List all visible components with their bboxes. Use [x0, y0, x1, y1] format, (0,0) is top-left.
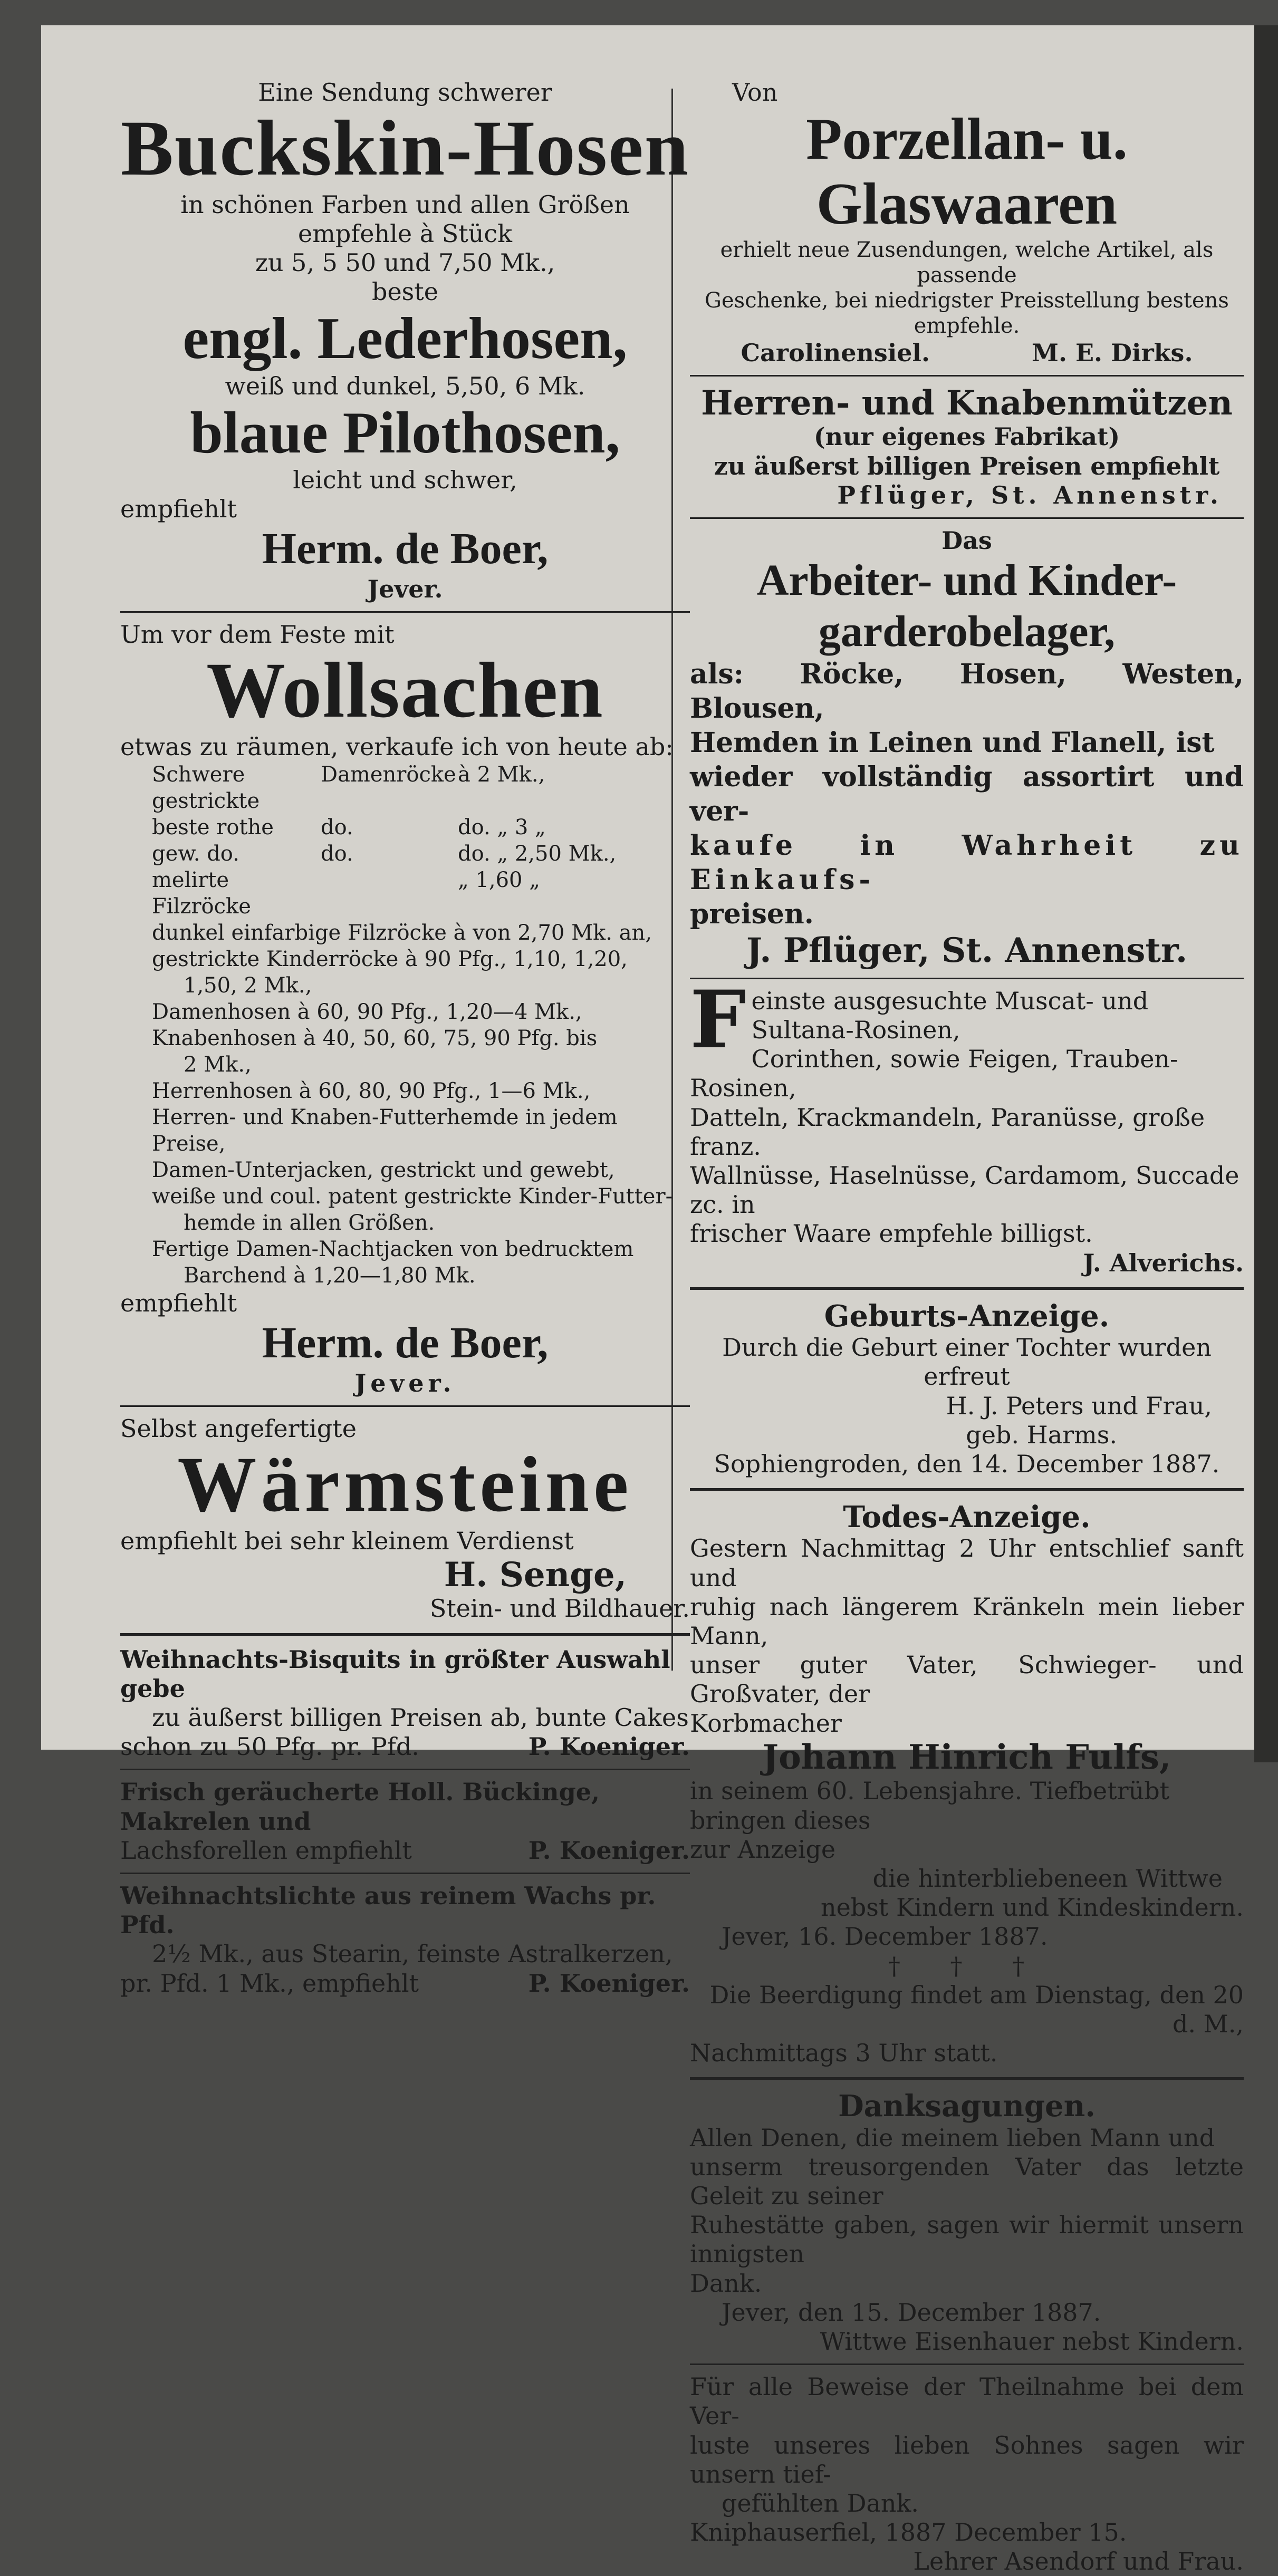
ad-signature: P. Koeniger.: [528, 1969, 690, 1998]
binding-shadow: [1254, 25, 1278, 1762]
ad-headline: Wollsachen: [206, 647, 604, 735]
ad-weihnachtslichte: Weihnachtslichte aus reinem Wachs pr. Pfd. 2½ Mk., aus Stearin, feinste Astralkerzen, pr. Pfd. 1 Mk., empfiehlt P. Koeniger.: [120, 1881, 690, 1998]
divider: [690, 1287, 1244, 1290]
ad-merchant: H. Senge,: [444, 1555, 627, 1595]
divider: [120, 1633, 690, 1636]
ad-signature: M. E. Dirks.: [1032, 338, 1193, 367]
ad-headline: Porzellan- u. Glaswaaren: [806, 107, 1128, 237]
notice-dateline: Sophiengroden, den 14. December 1887.: [714, 1449, 1220, 1478]
ad-signature: P. Koeniger.: [528, 1732, 690, 1761]
ad-headline: garderobelager,: [818, 606, 1116, 656]
ad-signature: J. Pflüger, St. Annenstr.: [746, 931, 1188, 971]
ad-intro: Um vor dem Feste mit: [120, 620, 395, 649]
ad-bueckinge: Frisch geräucherte Holl. Bückinge, Makrelen und Lachsforellen empfiehlt P. Koeniger.: [120, 1778, 690, 1865]
notice-dateline: Jever, 16. December 1887.: [722, 1922, 1048, 1951]
ad-signature: P. Koeniger.: [528, 1836, 690, 1865]
ad-intro: Von: [732, 78, 778, 107]
notice-title: Danksagungen.: [838, 2089, 1096, 2124]
ad-porzellan: Von Porzellan- u. Glaswaaren erhielt neue Zusendungen, welche Artikel, als passende Geschenke, bei niedrigster Preisstellung bestens empfehle. Carolinensiel. M. E. Dirks.: [690, 78, 1244, 368]
ad-wollsachen: [120, 620, 690, 1398]
ad-waermsteine: [120, 1414, 690, 1624]
ad-place: Jever.: [354, 1368, 456, 1397]
notice-birth: Geburts-Anzeige. Durch die Geburt einer Tochter wurden erfreut H. J. Peters und Frau, geb. Harms. Sophiengroden, den 14. December 1887.: [690, 1299, 1244, 1479]
notice-dateline: Kniphauserfiel, 1887 December 15.: [690, 2518, 1127, 2547]
ad-headline: engl. Lederhosen,: [182, 306, 628, 372]
notice-signature: Wittwe Eisenhauer nebst Kindern.: [820, 2327, 1244, 2356]
ad-text: weiß und dunkel, 5,50, 6 Mk.: [225, 371, 585, 400]
ad-signature: J. Alverichs.: [1083, 1248, 1244, 1277]
notice-title: Geburts-Anzeige.: [824, 1298, 1110, 1334]
ad-trade: Stein- und Bildhauer.: [429, 1594, 690, 1623]
crosses: † † †: [888, 1951, 1046, 1980]
divider: [690, 2077, 1244, 2080]
ad-weihnachts-bisquits: Weihnachts-Bisquits in größter Auswahl gebe zu äußerst billigen Preisen ab, bunte Cakes schon zu 50 Pfg. pr. Pfd. P. Koeniger.: [120, 1645, 690, 1761]
price-row: Schwere gestrickte Damenröcke à 2 Mk.,: [152, 763, 545, 814]
divider: [120, 1769, 690, 1770]
left-column: [120, 78, 690, 1998]
ad-garderobelager: Das Arbeiter- und Kinder- garderobelager, als: Röcke, Hosen, Westen, Blousen, Hemden in Leinen und Flanell, ist wieder vollständig assortirt und ver- kaufe in Wahrheit zu Einkaufs- preisen. J. Pflüger, St. Annenstr.: [690, 526, 1244, 971]
notice-signature: Lehrer Asendorf und Frau.: [913, 2547, 1244, 2576]
ad-rosinen: F einste ausgesuchte Muscat- und Sultana-Rosinen, Corinthen, sowie Feigen, Trauben-Rosinen, Datteln, Krackmandeln, Paranüsse, große franz. Wallnüsse, Haselnüsse, Cardamom, Succade zc. in frischer Waare empfehle billigst. J. Alverichs.: [690, 973, 1244, 1277]
ad-recommend: empfiehlt: [120, 1289, 237, 1318]
ad-place: Carolinensiel.: [741, 338, 930, 367]
divider: [120, 1873, 690, 1874]
notice-thanks-2: Für alle Beweise der Theilnahme bei dem Ver- luste unseres lieben Sohnes sagen wir unsern tief- gefühlten Dank. Kniphauserfiel, 1887 December 15. Lehrer Asendorf und Frau.: [690, 2372, 1244, 2576]
price-row: gew. do. do. do. „ 2,50 Mk.,: [152, 842, 617, 866]
ad-headline: Arbeiter- und Kinder-: [756, 556, 1177, 605]
ad-text: zu 5, 5 50 und 7,50 Mk.,: [255, 248, 555, 277]
notice-thanks: Danksagungen. Allen Denen, die meinem lieben Mann und unserm treusorgenden Vater das letzte Geleit zu seiner Ruhestätte gaben, sagen wir hiermit unsern innigsten Dank. Jever, den 15. December 1887. Wittwe Eisenhauer nebst Kindern.: [690, 2089, 1244, 2356]
deceased-name: Johann Hinrich Fulfs,: [762, 1737, 1171, 1777]
ad-merchant: Herm. de Boer,: [262, 524, 549, 574]
drop-cap: F: [690, 973, 746, 1066]
notice-title: Todes-Anzeige.: [843, 1500, 1091, 1535]
price-row: beste rothe do. do. „ 3 „: [152, 815, 546, 840]
ad-intro: Das: [941, 526, 992, 555]
ad-muetzen: Herren- und Knabenmützen (nur eigenes Fabrikat) zu äußerst billigen Preisen empfiehlt Pflüger, St. Annenstr.: [690, 384, 1244, 510]
ad-text: empfiehlt bei sehr kleinem Verdienst: [120, 1526, 574, 1555]
ad-headline: Wärmsteine: [177, 1441, 633, 1529]
ad-headline: Buckskin-Hosen: [120, 104, 690, 192]
ad-text: leicht und schwer,: [293, 466, 517, 494]
ad-merchant: Herm. de Boer,: [262, 1318, 549, 1368]
notice-dateline: Jever, den 15. December 1887.: [722, 2298, 1101, 2327]
right-column: [690, 78, 1244, 2576]
price-row: melirte Filzröcke „ 1,60 „: [152, 868, 540, 919]
divider: [120, 1405, 690, 1407]
ad-signature: Pflüger, St. Annenstr.: [837, 480, 1223, 509]
price-text: dunkel einfarbige Filzröcke à von 2,70 Mk. an, gestrickte Kinderröcke à 90 Pfg., 1,10, 1,20, 1,50, 2 Mk., Damenhosen à 60, 90 Pfg., 1,20—4 Mk., Knabenhosen à 40, 50, 60, 75, 90 Pfg. bis 2 Mk., Herrenhosen à 60, 80, 90 Pfg., 1—6 Mk., Herren- und Knaben-Futterhemde in jedem Preise, Damen-Unterjacken, gestrickt und gewebt, weiße und coul. patent gestrickte Kinder-Futter- hemde in allen Größen. Fertige Damen-Nachtjacken von bedrucktem Barchend à 1,20—1,80 Mk.: [152, 921, 673, 1288]
ad-intro: Selbst angefertigte: [120, 1414, 357, 1443]
ad-headline: blaue Pilothosen,: [190, 400, 620, 466]
divider: [690, 517, 1244, 519]
notice-death: Todes-Anzeige. Gestern Nachmittag 2 Uhr entschlief sanft und ruhig nach längerem Kränkeln mein lieber Mann, unser guter Vater, Schwieger- und Großvater, der Korbmacher Johann Hinrich Fulfs, in seinem 60. Lebensjahre. Tiefbetrübt bringen dieses zur Anzeige die hinterbliebeneen Wittwe nebst Kindern und Kindeskindern. Jever, 16. December 1887. † † † Die Beerdigung findet am Dienstag, den 20 d. M., Nachmittags 3 Uhr statt.: [690, 1500, 1244, 2068]
ad-lead: etwas zu räumen, verkaufe ich von heute ab:: [120, 732, 674, 761]
ad-place: Jever.: [367, 574, 443, 603]
ad-recommend: empfiehlt: [120, 495, 237, 524]
divider: [690, 1488, 1244, 1491]
newspaper-page: [41, 25, 1254, 2576]
ad-headline: Herren- und Knabenmützen: [701, 383, 1233, 423]
ad-intro: Eine Sendung schwerer: [258, 78, 552, 107]
price-list: [120, 761, 690, 920]
divider: [690, 375, 1244, 377]
ad-text: beste: [372, 277, 438, 306]
ad-text: in schönen Farben und allen Größen empfehle à Stück: [180, 190, 630, 248]
divider: [120, 611, 690, 613]
divider: [690, 2363, 1244, 2365]
ad-buckskin-hosen: [120, 78, 690, 604]
divider: [690, 978, 1244, 979]
